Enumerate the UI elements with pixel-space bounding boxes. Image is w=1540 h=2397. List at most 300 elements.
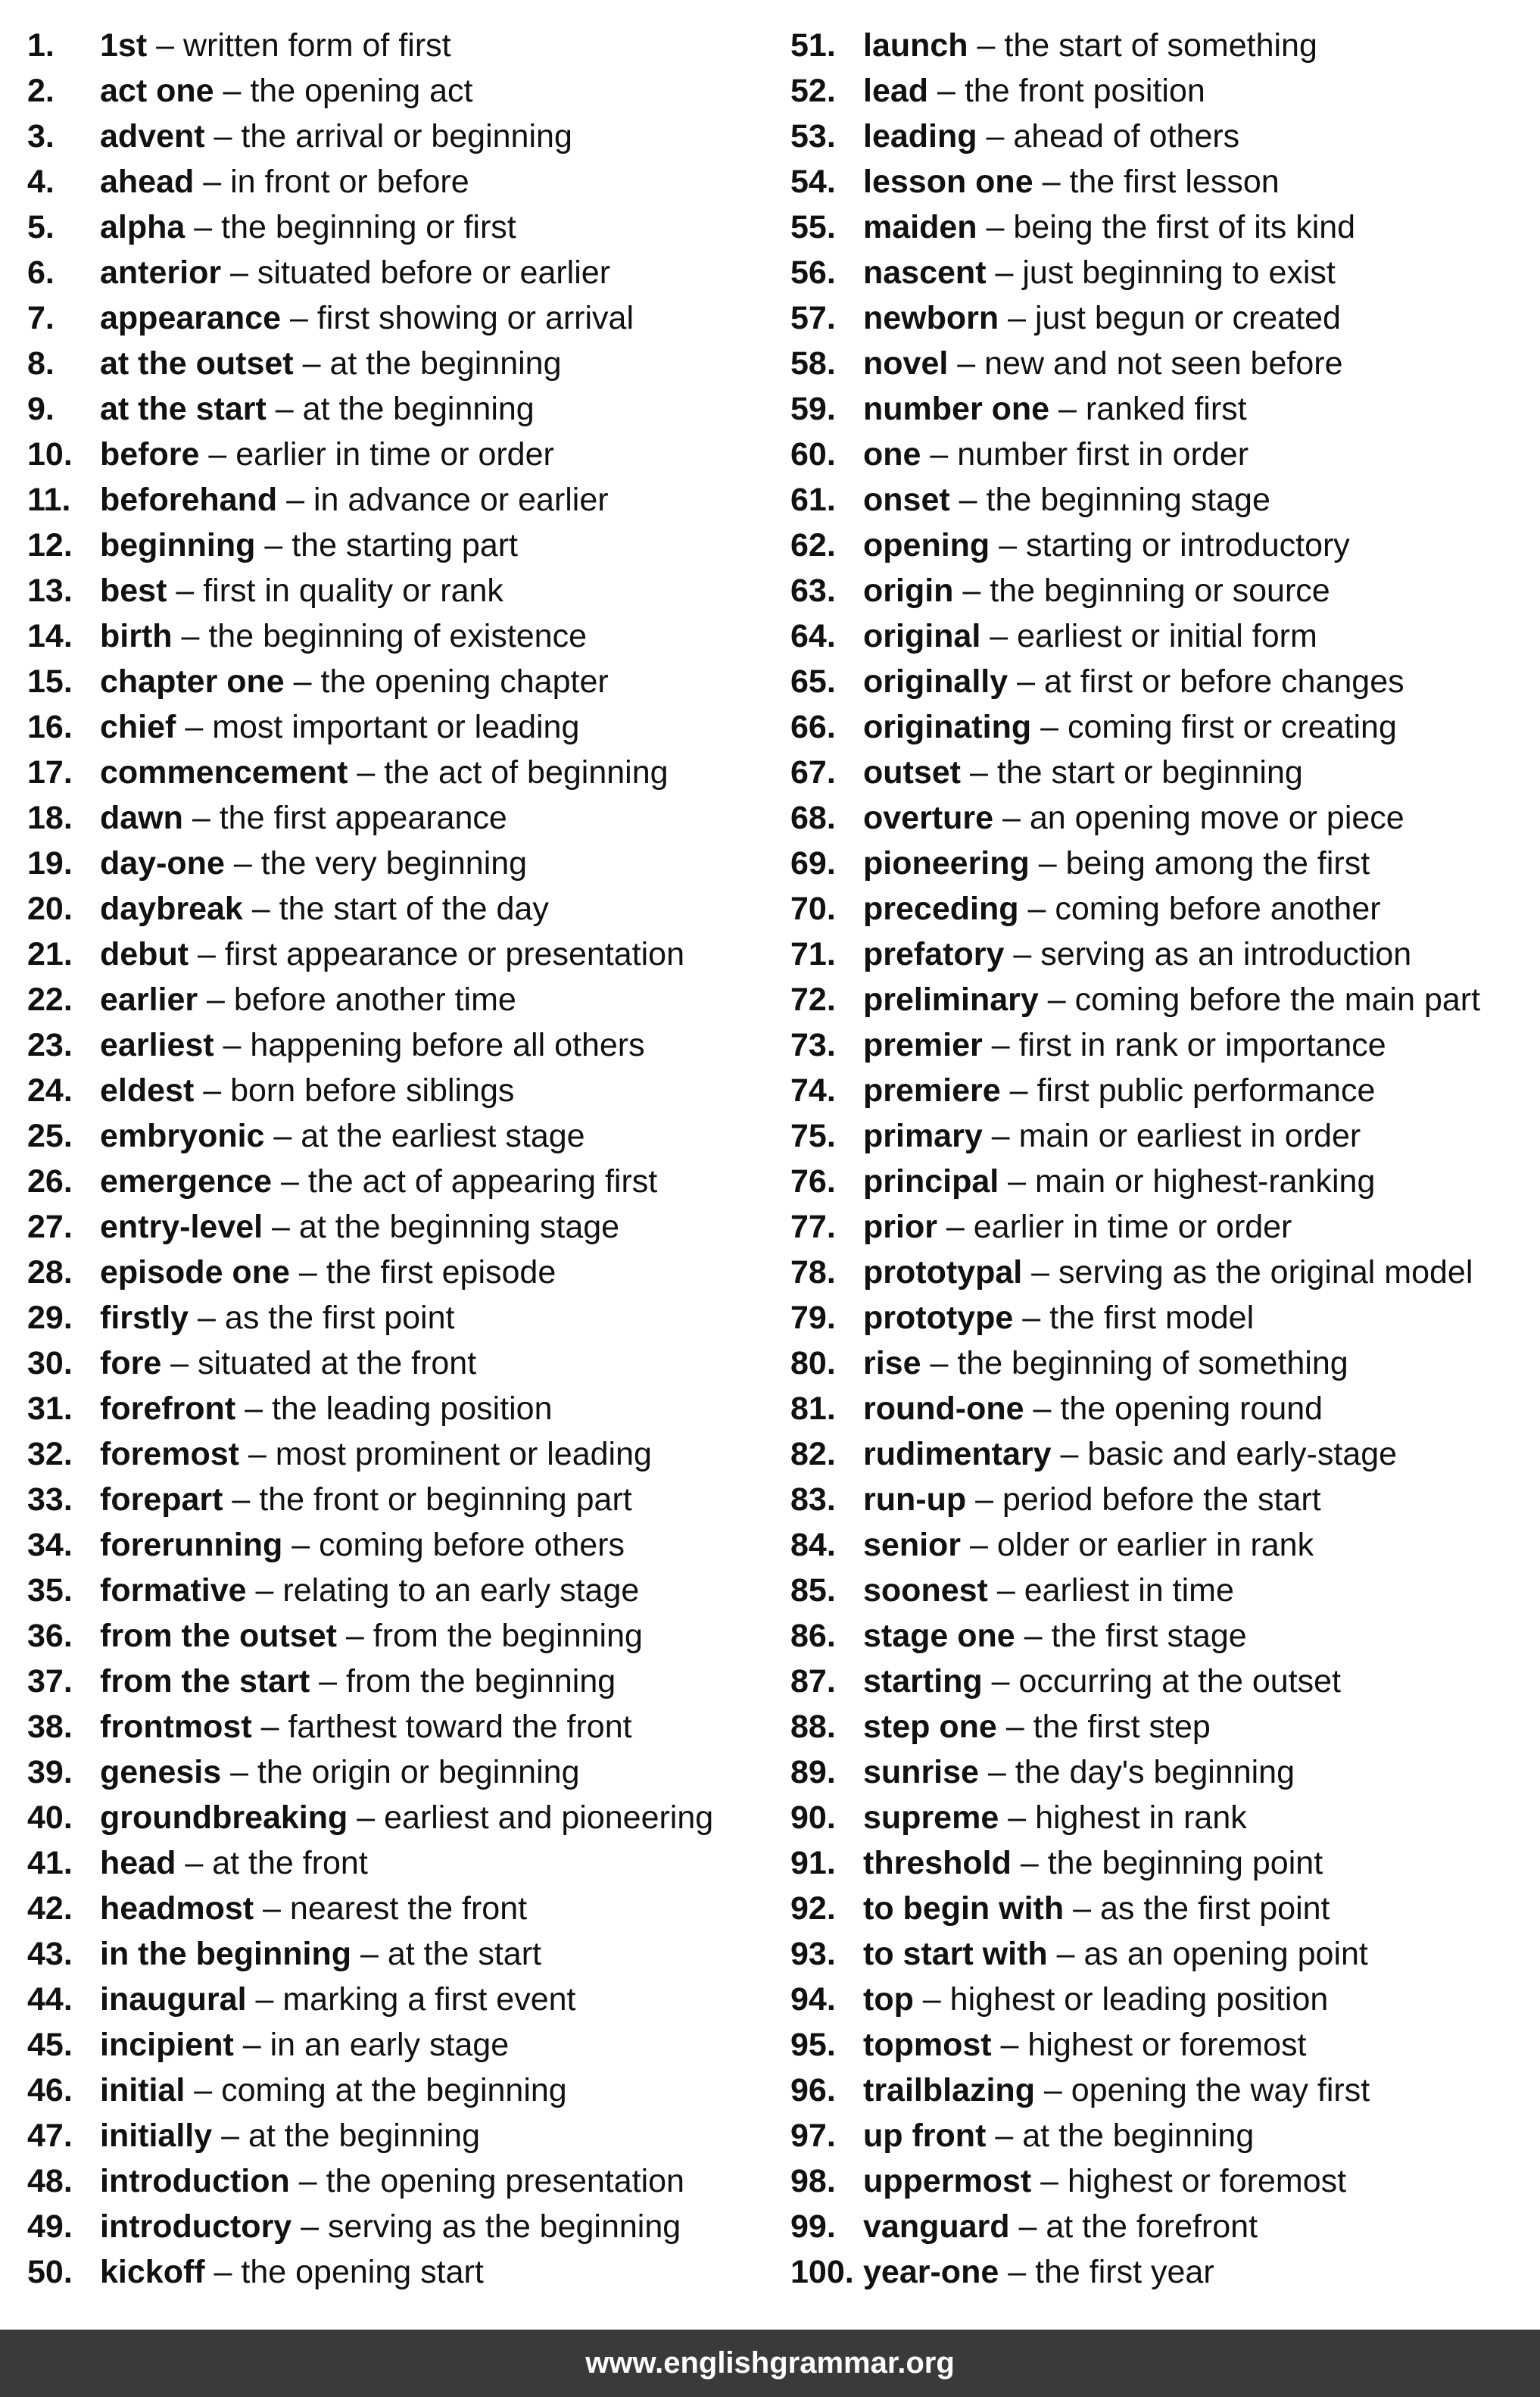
entry-definition: first appearance or presentation [224,936,685,972]
entry-separator: – [224,845,261,882]
entry-text [863,750,1303,795]
entry-text [100,2158,684,2204]
entry-number: 64. [790,618,836,654]
entry-separator: – [235,1390,272,1427]
entry-text [863,841,1370,886]
list-item [27,977,777,1022]
entry-number: 66. [790,709,836,745]
entry-definition: as the first point [1099,1890,1330,1927]
entry-definition: the act of beginning [384,754,669,791]
entry-separator: – [1013,1300,1050,1336]
list-item [790,886,1540,932]
entry-text [100,1977,576,2022]
entry-text [863,204,1355,250]
entry-text [863,250,1336,295]
entry-number: 31. [27,1390,73,1427]
entry-definition: the first year [1035,2254,1214,2290]
entry-number: 87. [790,1663,836,1699]
entry-number: 52. [790,73,836,109]
list-item [27,750,777,795]
entry-separator: – [1049,391,1086,427]
entry-separator: – [246,1572,283,1609]
entry-word: maiden [863,209,977,245]
list-item [27,841,777,886]
entry-text [863,1250,1473,1295]
entry-definition: earliest and pioneering [384,1799,714,1836]
entry-word: beginning [100,527,256,563]
entry-separator: – [982,1027,1019,1063]
list-item [790,1341,1540,1386]
entry-definition: the opening start [241,2254,484,2290]
entry-word: top [863,1981,914,2018]
entry-text [100,1659,616,1704]
list-item [790,1522,1540,1568]
entry-word: preceding [863,891,1019,927]
list-item [790,1931,1540,1977]
entry-text [100,114,572,159]
entry-definition: farthest toward the front [288,1709,632,1745]
list-item [790,1386,1540,1431]
entry-word: genesis [100,1754,222,1790]
entry-word: forerunning [100,1527,283,1563]
entry-definition: coming before others [319,1527,625,1563]
list-item [27,1113,777,1159]
list-item [790,114,1540,159]
entry-definition: highest in rank [1035,1799,1247,1836]
entry-number: 9. [27,391,55,427]
entry-number: 97. [790,2118,836,2154]
list-item [790,613,1540,659]
entry-separator: – [999,2254,1036,2290]
entry-number: 12. [27,527,73,563]
entry-number: 42. [27,1890,73,1927]
list-item [790,1568,1540,1613]
entry-word: incipient [100,2027,234,2063]
entry-word: at the outset [100,345,294,382]
entry-text [100,1295,454,1341]
entry-word: vanguard [863,2208,1010,2245]
list-item [790,1068,1540,1113]
entry-separator: – [977,118,1014,154]
entry-definition: situated before or earlier [257,254,611,291]
entry-text [100,613,587,659]
entry-word: uppermost [863,2163,1032,2199]
entry-text [863,1204,1292,1250]
entry-word: daybreak [100,891,243,927]
list-item [27,1568,777,1613]
entry-number: 65. [790,663,836,700]
entry-text [863,1113,1361,1159]
entry-number: 92. [790,1890,836,1927]
entry-separator: – [182,800,220,836]
list-item [27,250,777,295]
entry-separator: – [953,573,990,609]
entry-definition: main or earliest in order [1018,1118,1361,1154]
entry-separator: – [282,1527,320,1563]
entry-number: 88. [790,1709,836,1745]
list-item [790,250,1540,295]
entry-separator: – [987,1572,1024,1609]
entry-number: 6. [27,254,55,291]
entry-definition: the starting part [291,527,518,563]
entry-text [863,2249,1214,2295]
entry-text [100,704,579,750]
word-list-right-column [790,23,1540,2295]
entry-number: 5. [27,209,55,245]
list-item [27,386,777,432]
entry-definition: being the first of its kind [1013,209,1356,245]
entry-word: primary [863,1118,983,1154]
entry-word: eldest [100,1072,195,1109]
entry-number: 13. [27,573,73,609]
entry-separator: – [1022,1254,1059,1291]
entry-word: soonest [863,1572,988,1609]
entry-number: 39. [27,1754,73,1790]
entry-separator: – [1018,891,1055,927]
entry-number: 21. [27,936,73,972]
entry-separator: – [993,800,1030,836]
entry-separator: – [999,1163,1036,1200]
entry-word: alpha [100,209,185,245]
entry-number: 51. [790,27,836,64]
list-item [27,1704,777,1749]
entry-text [100,841,527,886]
entry-word: fore [100,1345,162,1381]
entry-word: earlier [100,982,198,1018]
entry-word: run-up [863,1481,967,1518]
list-item [27,659,777,704]
entry-text [863,568,1330,613]
entry-word: in the beginning [100,1936,352,1972]
entry-text [863,477,1270,523]
list-item [27,1250,777,1295]
list-item [790,2113,1540,2158]
entry-number: 63. [790,573,836,609]
entry-text [863,1477,1321,1522]
entry-text [863,1159,1375,1204]
entry-text [100,568,503,613]
list-item [790,1204,1540,1250]
entry-text [100,295,634,341]
entry-text [863,1022,1386,1068]
entry-text [863,114,1239,159]
entry-separator: – [937,1209,974,1245]
entry-text [863,1931,1368,1977]
entry-word: original [863,618,981,654]
entry-number: 76. [790,1163,836,1200]
entry-word: from the start [100,1663,310,1699]
entry-separator: – [351,1936,388,1972]
entry-definition: in an early stage [270,2027,510,2063]
entry-text [863,795,1404,841]
list-item [27,1477,777,1522]
entry-text [100,1068,514,1113]
entry-number: 2. [27,73,55,109]
entry-separator: – [921,1345,958,1381]
list-item [27,1840,777,1886]
entry-definition: in front or before [230,164,469,200]
list-item [790,1795,1540,1840]
entry-separator: – [1038,982,1075,1018]
entry-text [100,1886,527,1931]
entry-separator: – [1008,663,1044,700]
entry-separator: – [1029,845,1066,882]
list-item [27,1659,777,1704]
entry-number: 78. [790,1254,836,1291]
entry-separator: – [1000,1072,1037,1109]
entry-separator: – [928,73,965,109]
list-item [27,1386,777,1431]
entry-number: 22. [27,982,73,1018]
entry-definition: occurring at the outset [1018,1663,1341,1699]
entry-definition: period before the start [1002,1481,1321,1518]
list-item [27,1204,777,1250]
entry-number: 57. [790,300,836,336]
entry-definition: just beginning to exist [1022,254,1336,291]
entry-text [863,2068,1370,2113]
list-item [790,750,1540,795]
list-item [790,2158,1540,2204]
entry-number: 82. [790,1436,836,1472]
entry-separator: – [291,2208,329,2245]
entry-text [100,2249,484,2295]
entry-number: 10. [27,436,73,473]
entry-definition: first showing or arrival [316,300,634,336]
entry-number: 53. [790,118,836,154]
entry-definition: the first appearance [219,800,507,836]
entry-text [863,1522,1314,1568]
entry-number: 37. [27,1663,73,1699]
entry-number: 96. [790,2072,836,2108]
entry-text [863,1431,1397,1477]
entry-definition: starting or introductory [1026,527,1350,563]
entry-word: trailblazing [863,2072,1035,2108]
entry-text [863,1068,1375,1113]
entry-definition: most important or leading [212,709,580,745]
entry-text [100,1022,645,1068]
entry-separator: – [978,1754,1015,1790]
entry-word: one [863,436,921,473]
entry-number: 94. [790,1981,836,2018]
list-item [27,1159,777,1204]
entry-text [863,1659,1341,1704]
list-item [27,1022,777,1068]
entry-separator: – [172,618,209,654]
list-item [790,1113,1540,1159]
entry-separator: – [996,1709,1033,1745]
list-item [790,2068,1540,2113]
entry-text [863,1341,1348,1386]
entry-separator: – [199,436,236,473]
entry-separator: – [990,527,1027,563]
entry-number: 74. [790,1072,836,1109]
entry-text [863,2022,1306,2068]
entry-definition: the origin or beginning [257,1754,580,1790]
entry-number: 85. [790,1572,836,1609]
entry-number: 95. [790,2027,836,2063]
entry-separator: – [1031,709,1068,745]
entry-number: 18. [27,800,73,836]
entry-separator: – [167,573,204,609]
entry-number: 8. [27,345,55,382]
entry-separator: – [238,1436,276,1472]
entry-text [863,1749,1295,1795]
entry-definition: happening before all others [250,1027,645,1063]
entry-number: 7. [27,300,55,336]
entry-definition: the first step [1033,1709,1211,1745]
entry-definition: being among the first [1065,845,1370,882]
entry-number: 28. [27,1254,73,1291]
entry-text [100,68,472,114]
entry-word: groundbreaking [100,1799,348,1836]
entry-number: 93. [790,1936,836,1972]
entry-definition: at the beginning [329,345,562,382]
list-item [27,886,777,932]
entry-separator: – [991,2027,1028,2063]
entry-word: episode one [100,1254,290,1291]
entry-definition: the leading position [271,1390,553,1427]
entry-word: principal [863,1163,999,1200]
entry-definition: coming before another [1055,891,1381,927]
list-item [790,1250,1540,1295]
entry-text [863,1977,1328,2022]
list-item [790,2022,1540,2068]
list-item [790,977,1540,1022]
entry-text [100,386,535,432]
entry-definition: earlier in time or order [235,436,554,473]
entry-definition: coming at the beginning [221,2072,567,2108]
entry-definition: number first in order [957,436,1249,473]
entry-number: 38. [27,1709,73,1745]
entry-word: sunrise [863,1754,979,1790]
entry-separator: – [194,164,231,200]
entry-number: 17. [27,754,73,791]
entry-word: threshold [863,1845,1012,1881]
entry-number: 45. [27,2027,73,2063]
list-item [27,2249,777,2295]
list-item [27,568,777,613]
entry-definition: relating to an early stage [282,1572,640,1609]
entry-text [100,1795,713,1840]
entry-definition: as the first point [224,1300,455,1336]
list-item [790,2249,1540,2295]
entry-word: rise [863,1345,921,1381]
entry-text [100,1931,541,1977]
entry-definition: situated at the front [198,1345,477,1381]
entry-number: 20. [27,891,73,927]
entry-definition: at the front [212,1845,368,1881]
entry-word: premier [863,1027,983,1063]
entry-definition: most prominent or leading [275,1436,652,1472]
list-item [790,795,1540,841]
list-item [790,1295,1540,1341]
entry-definition: written form of first [182,27,451,64]
list-item [790,1159,1540,1204]
entry-word: pioneering [863,845,1030,882]
entry-word: nascent [863,254,987,291]
entry-separator: – [242,891,279,927]
entry-number: 79. [790,1300,836,1336]
entry-text [863,613,1317,659]
entry-number: 29. [27,1300,73,1336]
entry-text [863,2204,1258,2249]
entry-separator: – [263,1209,299,1245]
entry-word: opening [863,527,990,563]
entry-text [863,1704,1211,1749]
footer-banner [0,2330,1540,2397]
entry-separator: – [194,1072,231,1109]
list-item [27,68,777,114]
entry-text [100,1113,585,1159]
entry-text [100,1159,657,1204]
entry-word: rudimentary [863,1436,1052,1472]
entry-definition: at the beginning [302,391,535,427]
entry-separator: – [289,1254,326,1291]
entry-text [863,659,1404,704]
entry-number: 35. [27,1572,73,1609]
entry-separator: – [986,2118,1023,2154]
entry-word: topmost [863,2027,992,2063]
entry-definition: at the beginning [248,2118,481,2154]
entry-text [863,1886,1330,1931]
entry-word: overture [863,800,994,836]
entry-definition: the first episode [326,1254,556,1291]
entry-number: 62. [790,527,836,563]
entry-separator: – [913,1981,950,2018]
list-item [27,704,777,750]
entry-text [863,523,1350,568]
entry-number: 1. [27,27,55,64]
entry-word: 1st [100,27,148,64]
entry-number: 26. [27,1163,73,1200]
entry-word: before [100,436,200,473]
entry-definition: as an opening point [1083,1936,1368,1972]
entry-separator: – [277,482,313,518]
entry-separator: – [272,1163,308,1200]
entry-separator: – [214,1027,251,1063]
entry-separator: – [1009,2208,1046,2245]
entry-text [100,2204,681,2249]
entry-definition: serving as an introduction [1040,936,1412,972]
entry-word: year-one [863,2254,999,2290]
entry-number: 15. [27,663,73,700]
entry-definition: the beginning or source [990,573,1330,609]
entry-definition: older or earlier in rank [996,1527,1314,1563]
entry-number: 4. [27,164,55,200]
list-item [27,1295,777,1341]
entry-separator: – [185,2072,222,2108]
list-item [790,1977,1540,2022]
entry-text [100,1568,639,1613]
entry-text [100,1431,652,1477]
entry-definition: coming first or creating [1067,709,1397,745]
entry-text [100,477,609,523]
entry-definition: the act of appearing first [307,1163,658,1200]
entry-separator: – [348,1799,385,1836]
entry-word: lead [863,73,929,109]
entry-separator: – [221,1754,257,1790]
entry-word: formative [100,1572,247,1609]
entry-text [863,1613,1247,1659]
entry-text [863,1795,1247,1840]
entry-word: newborn [863,300,999,336]
entry-separator: – [1047,1936,1084,1972]
entry-word: commencement [100,754,348,791]
entry-text [100,1704,632,1749]
entry-number: 50. [27,2254,73,2290]
entry-text [100,1204,619,1250]
entry-text [863,2158,1346,2204]
